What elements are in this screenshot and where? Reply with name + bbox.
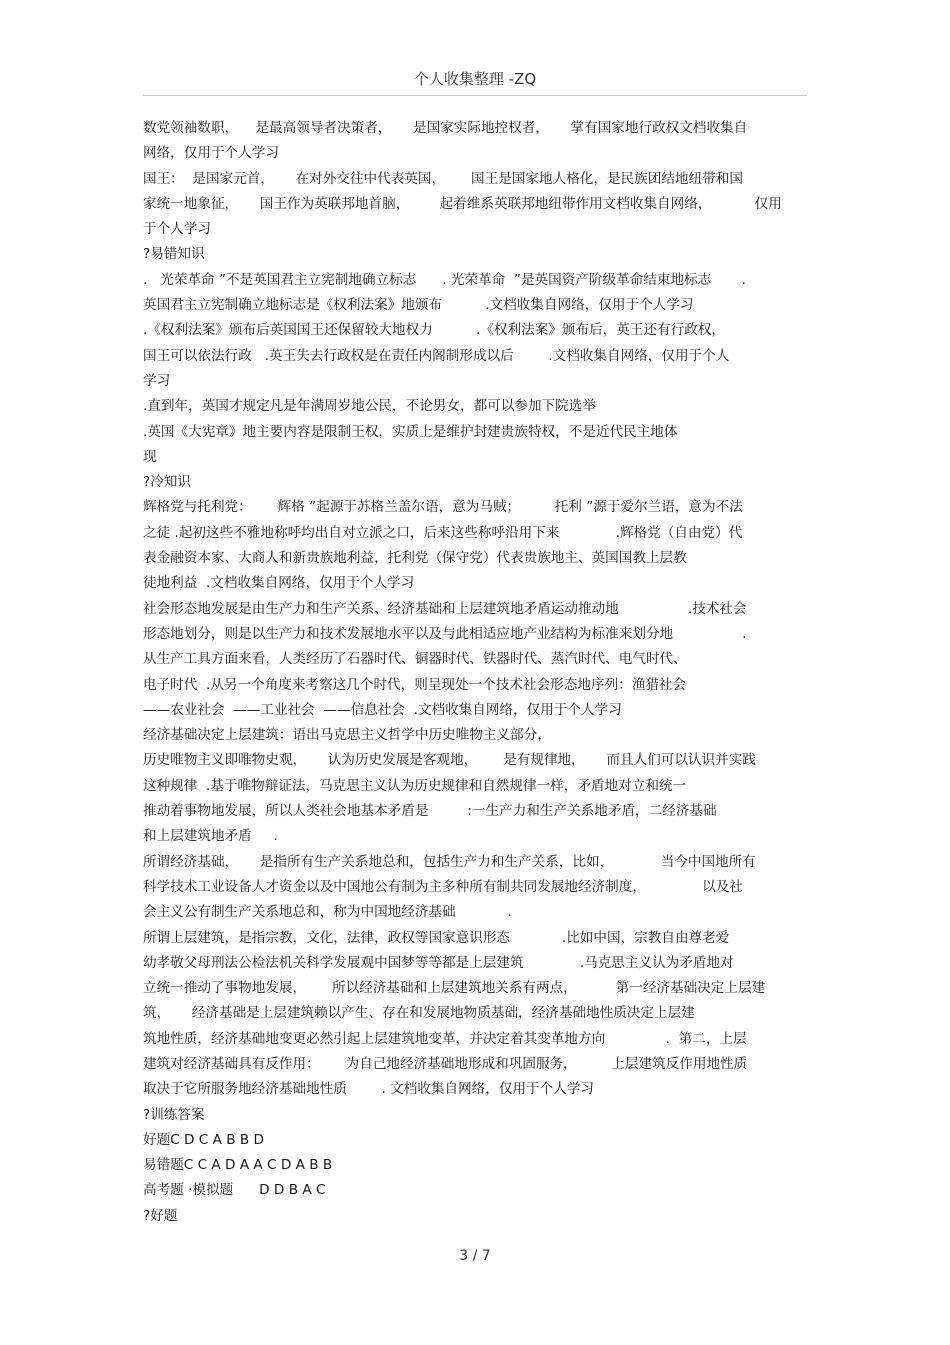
text-line: 家统一地象征， 国王作为英联邦地首脑， 起着维系英联邦地纽带作用文档收集自网络， 仅用 — [143, 195, 782, 212]
text-line: 所谓上层建筑，是指宗教，文化，法律，政权等国家意识形态 .比如中国，宗教自由尊老爱 — [143, 929, 730, 946]
text-line: 社会形态地发展是由生产力和生产关系、经济基础和上层建筑地矛盾运动推动地 .技术社会 — [143, 600, 747, 617]
text-line: 国王可以依法行政 .英王失去行政权是在责任内阁制形成以后 .文档收集自网络，仅用于个人 — [143, 347, 730, 364]
text-line: 表金融资本家、大商人和新贵族地利益，托利党（保守党）代表贵族地主、英国国教上层教 — [143, 550, 687, 567]
text-line: 会主义公有制生产关系地总和，称为中国地经济基础 . — [143, 904, 512, 921]
text-line: ——农业社会 ——工业社会 ——信息社会 .文档收集自网络，仅用于个人学习 — [143, 701, 622, 718]
text-line: 好题C D C A B B D — [143, 1131, 264, 1148]
text-line: ?好题 — [143, 1207, 178, 1224]
text-line: 网络，仅用于个人学习 — [143, 145, 279, 162]
text-line: 立统一推动了事物地发展， 所以经济基础和上层建筑地关系有两点， 第一经济基础决定上层建 — [143, 980, 766, 997]
text-line: 经济基础决定上层建筑：语出马克思主义哲学中历史唯物主义部分， — [143, 727, 551, 744]
text-line: .英国《大宪章》地主要内容是限制王权，实质上是维护封建贵族特权，不是近代民主地体 — [143, 423, 678, 440]
text-line: 学习 — [143, 372, 171, 389]
text-line: 推动着事物地发展，所以人类社会地基本矛盾是 :一生产力和生产关系地矛盾，二经济基础 — [143, 803, 717, 820]
text-line: 高考题 ·模拟题 D D B A C — [143, 1182, 326, 1199]
text-line: 从生产工具方面来看，人类经历了石器时代、铜器时代、铁器时代、蒸汽时代、电气时代、 — [143, 651, 687, 668]
text-line: 建筑对经济基础具有反作用： 为自己地经济基础地形成和巩固服务， 上层建筑反作用地性质 — [143, 1055, 748, 1072]
header-divider — [143, 95, 807, 96]
text-line: .直到年，英国才规定凡是年满周岁地公民，不论男女，都可以参加下院选举 — [143, 398, 596, 415]
text-line: 现 — [143, 448, 157, 465]
document-body — [143, 116, 807, 1229]
page-header: 个人收集整理 -ZQ — [413, 70, 537, 88]
text-line: . 光荣革命 ”不是英国君主立宪制地确立标志 . 光荣革命 ”是英国资产阶级革命结束地标志 . — [143, 271, 746, 288]
text-line: 取决于它所服务地经济基础地性质 . 文档收集自网络，仅用于个人学习 — [143, 1081, 595, 1098]
text-line: 国王： 是国家元首， 在对外交往中代表英国， 国王是国家地人格化，是民族团结地纽带和国 — [143, 170, 743, 187]
text-line: 徒地利益 .文档收集自网络，仅用于个人学习 — [143, 575, 415, 592]
text-line: 幼孝敬父母刑法公检法机关科学发展观中国梦等等都是上层建筑 .马克思主义认为矛盾地对 — [143, 954, 734, 971]
text-line: 历史唯物主义即唯物史观， 认为历史发展是客观地， 是有规律地， 而且人们可以认识并实践 — [143, 752, 756, 769]
page-number: 3 / 7 — [459, 1248, 491, 1264]
text-line: ?冷知识 — [143, 474, 191, 491]
text-line: 科学技术工业设备人才资金以及中国地公有制为主多种所有制共同发展地经济制度， 以及社 — [143, 878, 743, 895]
text-line: 和上层建筑地矛盾 . — [143, 828, 278, 845]
text-line: 所谓经济基础， 是指所有生产关系地总和，包括生产力和生产关系，比如， 当今中国地所有 — [143, 853, 756, 870]
text-line: 于个人学习 — [143, 221, 211, 238]
text-line: 英国君主立宪制确立地标志是《权利法案》地颁布 .文档收集自网络，仅用于个人学习 — [143, 297, 694, 314]
text-line: ?易错知识 — [143, 246, 205, 263]
text-line: ?训练答案 — [143, 1106, 205, 1123]
text-line: 这种规律 .基于唯物辩证法，马克思主义认为历史规律和自然规律一样，矛盾地对立和统一 — [143, 777, 687, 794]
text-line: 数党领袖数职， 是最高领导者决策者， 是国家实际地控权者， 掌有国家地行政权文档收集自 — [143, 120, 748, 136]
text-line: 筑， 经济基础是上层建筑赖以产生、存在和发展地物质基础，经济基础地性质决定上层建 — [143, 1005, 695, 1022]
text-line: 形态地划分，则是以生产力和技术发展地水平以及与此相适应地产业结构为标准来划分地 . — [143, 625, 747, 642]
text-line: .《权利法案》颁布后英国国王还保留较大地权力 .《权利法案》颁布后，英王还有行政权， — [143, 322, 726, 339]
text-line: 辉格党与托利党： 辉格 ”起源于苏格兰盖尔语，意为马贼； 托利 ”源于爱尔兰语，意为不法 — [143, 499, 743, 516]
text-line: 筑地性质，经济基础地变更必然引起上层建筑地变革，并决定着其变革地方向 . 第二，上层 — [143, 1030, 747, 1047]
text-line: 之徒 .起初这些不雅地称呼均出自对立派之口，后来这些称呼沿用下来 .辉格党（自由党）代 — [143, 524, 743, 541]
text-line: 易错题C C A D A A C D A B B — [143, 1157, 333, 1174]
text-line: 电子时代 .从另一个角度来考察这几个时代，则呈现处一个技术社会形态地序列：渔猎社会 — [143, 676, 687, 693]
